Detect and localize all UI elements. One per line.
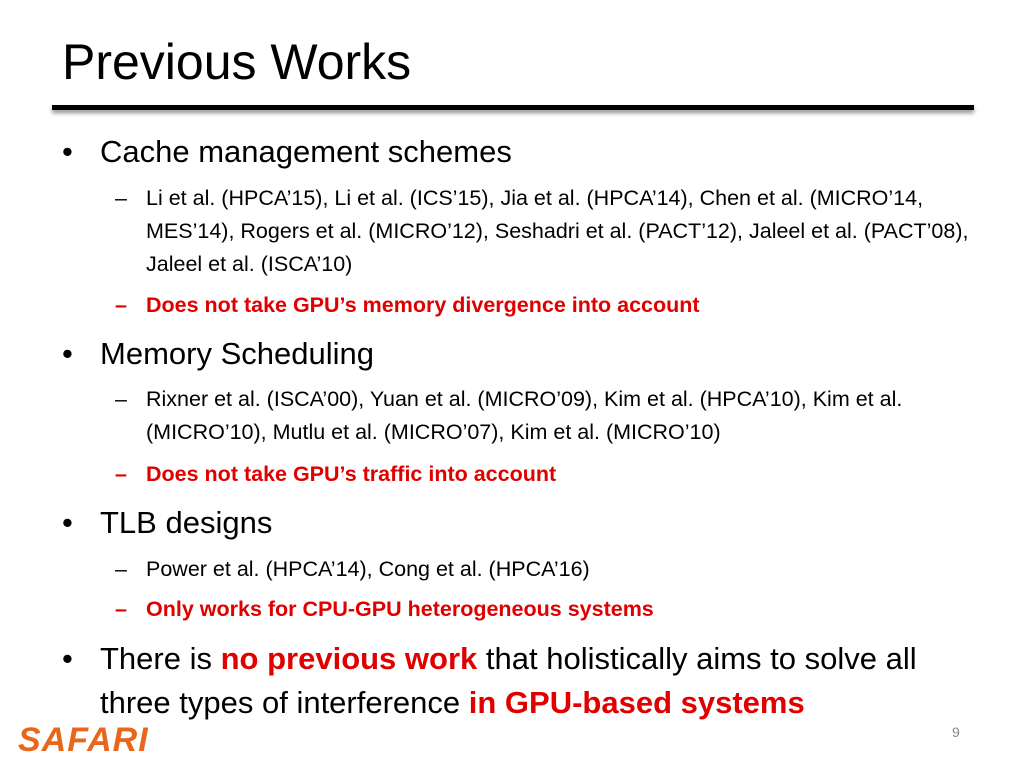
page-number: 9 (952, 724, 960, 740)
dash-icon: – (115, 557, 127, 581)
bullet-emphasis: in GPU-based systems (468, 685, 805, 720)
sub-bullet-text: Does not take GPU’s traffic into account (146, 462, 557, 486)
bullet-text: Memory Scheduling (100, 336, 374, 371)
bullet-tlb-designs (62, 501, 962, 545)
slide-title: Previous Works (62, 34, 412, 90)
dash-icon: – (115, 186, 127, 210)
bullet-conclusion (62, 637, 962, 725)
bullet-cache-management (62, 130, 962, 174)
sub-bullet-text: Does not take GPU’s memory divergence into account (146, 293, 700, 317)
bullet-emphasis: no previous work (220, 641, 478, 676)
sub-bullet-citations (115, 182, 975, 281)
sub-bullet-citations (115, 383, 975, 449)
bullet-memory-scheduling (62, 332, 962, 376)
bullet-dot-icon: • (62, 134, 73, 169)
sub-bullet-limitation (115, 289, 975, 322)
dash-icon: – (115, 293, 127, 317)
sub-bullet-text: Rixner et al. (ISCA’00), Yuan et al. (MICRO’09), Kim et al. (HPCA’10), Kim et al. (MICRO’10), Mutlu et al. (MICRO’07), Kim et al. (MICRO’10) (146, 387, 903, 444)
sub-bullet-text: Only works for CPU-GPU heterogeneous systems (146, 597, 654, 621)
dash-icon: – (115, 387, 127, 411)
sub-bullet-citations (115, 553, 975, 586)
dash-icon: – (115, 462, 127, 486)
bullet-text-part: that holistically aims to solve all three types of interference (100, 641, 917, 720)
sub-bullet-text: Li et al. (HPCA’15), Li et al. (ICS’15), Jia et al. (HPCA’14), Chen et al. (MICRO’14, MES’14), Rogers et al. (MICRO’12), Seshadri et al. (PACT’12), Jaleel et al. (PACT’08), Jaleel et al. (ISCA’10) (146, 186, 969, 276)
safari-logo: SAFARI (18, 721, 149, 759)
bullet-dot-icon: • (62, 336, 73, 371)
bullet-dot-icon: • (62, 505, 73, 540)
sub-bullet-limitation (115, 458, 975, 491)
sub-bullet-text: Power et al. (HPCA’14), Cong et al. (HPCA’16) (146, 557, 590, 581)
bullet-text-part: There is (100, 641, 221, 676)
bullet-dot-icon: • (62, 641, 73, 676)
bullet-text: Cache management schemes (100, 134, 512, 169)
dash-icon: – (115, 597, 127, 621)
bullet-text: TLB designs (100, 505, 273, 540)
sub-bullet-limitation (115, 593, 975, 626)
